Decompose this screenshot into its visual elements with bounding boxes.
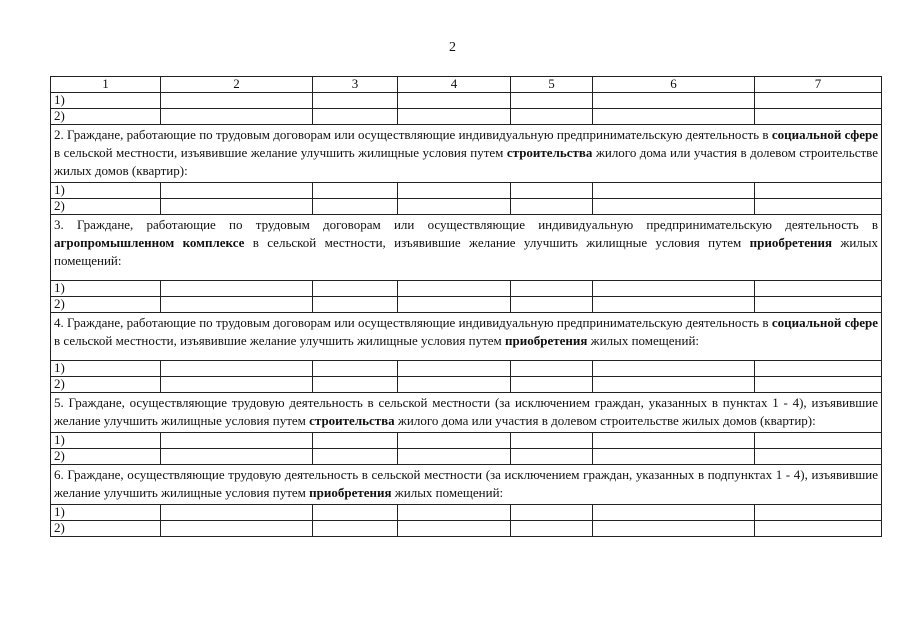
column-number-cell: 6 (593, 77, 755, 93)
housing-applicants-table (50, 76, 882, 537)
empty-cell (593, 199, 755, 215)
empty-cell (161, 361, 313, 377)
emphasized-text: агропромышленном комплексе (54, 235, 245, 250)
section-text: 5. Граждане, осуществляющие трудовую деятельность в сельской местности (за исключением граждан, указанных в пунктах 1 - 4), изъявившие желание улучшить жилищные условия путем (54, 395, 878, 428)
empty-cell (313, 199, 398, 215)
table-row (51, 183, 882, 199)
section-text: в сельской местности, изъявившие желание улучшить жилищные условия путем (244, 235, 750, 250)
empty-cell (755, 297, 882, 313)
empty-cell (398, 297, 511, 313)
row-label-cell: 2) (51, 377, 161, 393)
section-description (51, 313, 882, 361)
empty-cell (313, 297, 398, 313)
table-row (51, 521, 882, 537)
empty-cell (313, 183, 398, 199)
empty-cell (161, 377, 313, 393)
table-row (51, 361, 882, 377)
section-text: жилого дома или участия в долевом строительстве жилых домов (квартир): (54, 145, 879, 178)
empty-cell (398, 183, 511, 199)
table-row (51, 377, 882, 393)
empty-cell (511, 199, 593, 215)
emphasized-text: строительства (506, 145, 593, 160)
table-row (51, 433, 882, 449)
empty-cell (313, 521, 398, 537)
empty-cell (313, 449, 398, 465)
empty-cell (313, 361, 398, 377)
empty-cell (161, 297, 313, 313)
empty-cell (755, 449, 882, 465)
empty-cell (161, 93, 313, 109)
empty-cell (511, 449, 593, 465)
empty-cell (511, 361, 593, 377)
section-header-row (51, 465, 882, 505)
emphasized-text: строительства (309, 413, 395, 428)
empty-cell (593, 505, 755, 521)
row-label-cell: 2) (51, 199, 161, 215)
column-number-cell: 3 (313, 77, 398, 93)
empty-cell (313, 433, 398, 449)
empty-cell (313, 281, 398, 297)
row-label-cell: 1) (51, 433, 161, 449)
empty-cell (593, 361, 755, 377)
table-row (51, 109, 882, 125)
empty-cell (313, 109, 398, 125)
section-text: 4. Граждане, работающие по трудовым договорам или осуществляющие индивидуальную предпринимательскую деятельность в (54, 315, 772, 330)
empty-cell (511, 183, 593, 199)
empty-cell (161, 505, 313, 521)
section-text: жилых помещений: (587, 333, 700, 348)
column-number-cell: 4 (398, 77, 511, 93)
empty-cell (161, 521, 313, 537)
empty-cell (755, 521, 882, 537)
column-number-row (51, 77, 882, 93)
empty-cell (398, 433, 511, 449)
section-description (51, 125, 882, 183)
empty-cell (161, 183, 313, 199)
row-label-cell: 1) (51, 183, 161, 199)
row-label-cell: 2) (51, 297, 161, 313)
emphasized-text: приобретения (309, 485, 392, 500)
empty-cell (161, 109, 313, 125)
empty-cell (398, 521, 511, 537)
empty-cell (398, 505, 511, 521)
empty-cell (511, 377, 593, 393)
emphasized-text: приобретения (749, 235, 832, 250)
empty-cell (593, 281, 755, 297)
empty-cell (398, 93, 511, 109)
empty-cell (593, 521, 755, 537)
table-row (51, 449, 882, 465)
emphasized-text: социальной сфере (771, 127, 878, 142)
empty-cell (593, 433, 755, 449)
row-label-cell: 1) (51, 505, 161, 521)
empty-cell (313, 377, 398, 393)
empty-cell (511, 521, 593, 537)
row-label-cell: 2) (51, 109, 161, 125)
emphasized-text: социальной сфере (771, 315, 878, 330)
row-label-cell: 1) (51, 361, 161, 377)
section-header-row (51, 393, 882, 433)
section-text: 3. Граждане, работающие по трудовым договорам или осуществляющие индивидуальную предпринимательскую деятельность в (54, 217, 878, 232)
empty-cell (755, 505, 882, 521)
row-label-cell: 2) (51, 449, 161, 465)
empty-cell (398, 377, 511, 393)
table-row (51, 199, 882, 215)
empty-cell (313, 505, 398, 521)
section-text: 6. Граждане, осуществляющие трудовую деятельность в сельской местности (за исключением граждан, указанных в подпунктах 1 - 4), изъявившие желание улучшить жилищные условия путем (54, 467, 878, 500)
column-number-cell: 5 (511, 77, 593, 93)
section-header-row (51, 313, 882, 361)
empty-cell (511, 433, 593, 449)
section-header-row (51, 215, 882, 281)
section-text: в сельской местности, изъявившие желание улучшить жилищные условия путем (54, 145, 507, 160)
empty-cell (511, 505, 593, 521)
section-description (51, 215, 882, 281)
empty-cell (755, 109, 882, 125)
section-header-row (51, 125, 882, 183)
empty-cell (398, 449, 511, 465)
table-row (51, 297, 882, 313)
section-text: жилого дома или участия в долевом строительстве жилых домов (квартир): (394, 413, 816, 428)
empty-cell (398, 361, 511, 377)
table-row (51, 93, 882, 109)
empty-cell (593, 109, 755, 125)
empty-cell (593, 93, 755, 109)
page-number: 2 (449, 40, 456, 55)
empty-cell (511, 297, 593, 313)
empty-cell (398, 109, 511, 125)
empty-cell (161, 199, 313, 215)
emphasized-text: приобретения (505, 333, 588, 348)
empty-cell (593, 449, 755, 465)
empty-cell (398, 199, 511, 215)
section-text: жилых помещений: (391, 485, 504, 500)
section-text: жилых помещений: (54, 235, 879, 268)
empty-cell (161, 449, 313, 465)
empty-cell (313, 93, 398, 109)
empty-cell (755, 361, 882, 377)
empty-cell (161, 433, 313, 449)
empty-cell (398, 281, 511, 297)
section-text: в сельской местности, изъявившие желание улучшить жилищные условия путем (54, 333, 506, 348)
row-label-cell: 1) (51, 281, 161, 297)
empty-cell (755, 377, 882, 393)
column-number-cell: 2 (161, 77, 313, 93)
empty-cell (593, 183, 755, 199)
empty-cell (755, 93, 882, 109)
empty-cell (511, 281, 593, 297)
empty-cell (593, 377, 755, 393)
table-row (51, 281, 882, 297)
empty-cell (511, 93, 593, 109)
row-label-cell: 1) (51, 93, 161, 109)
column-number-cell: 7 (755, 77, 882, 93)
empty-cell (511, 109, 593, 125)
section-description (51, 393, 882, 433)
section-description (51, 465, 882, 505)
empty-cell (755, 199, 882, 215)
empty-cell (755, 183, 882, 199)
empty-cell (755, 433, 882, 449)
row-label-cell: 2) (51, 521, 161, 537)
empty-cell (755, 281, 882, 297)
empty-cell (593, 297, 755, 313)
column-number-cell: 1 (51, 77, 161, 93)
section-text: 2. Граждане, работающие по трудовым договорам или осуществляющие индивидуальную предпринимательскую деятельность в (54, 127, 772, 142)
empty-cell (161, 281, 313, 297)
table-row (51, 505, 882, 521)
